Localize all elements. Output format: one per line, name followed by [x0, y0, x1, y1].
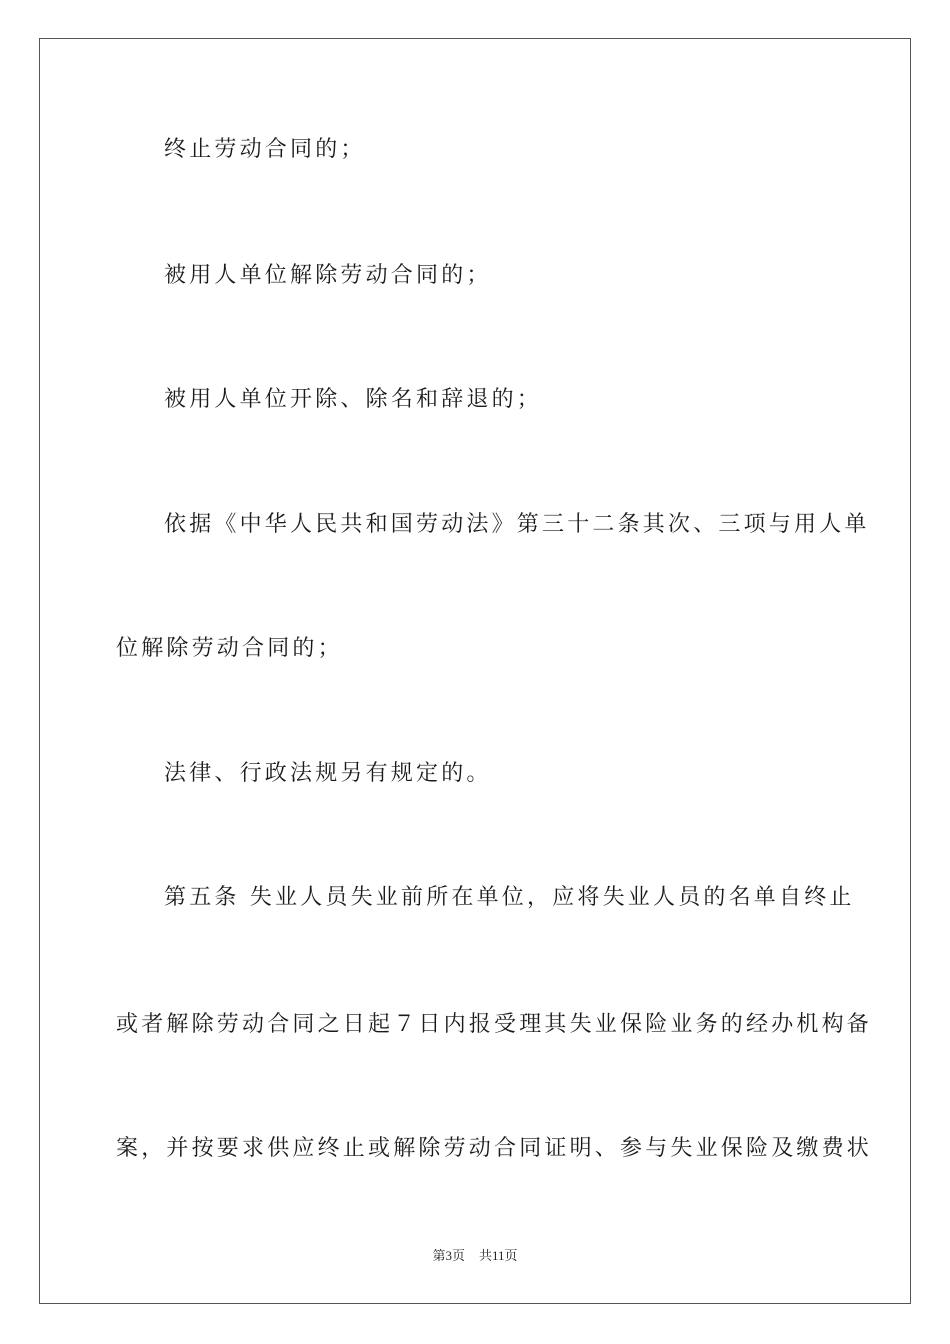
paragraph-line-6: 法律、行政法规另有规定的。	[164, 761, 492, 786]
page-total: 共11页	[478, 1248, 518, 1263]
paragraph-line-5: 位解除劳动合同的；	[116, 636, 343, 661]
paragraph-line-2: 被用人单位解除劳动合同的；	[164, 263, 492, 288]
paragraph-line-7: 第五条 失业人员失业前所在单位，应将失业人员的名单自终止	[164, 885, 855, 910]
paragraph-line-4: 依据《中华人民共和国劳动法》第三十二条其次、三项与用人单	[164, 512, 870, 537]
page-footer	[0, 1247, 950, 1265]
page-border	[39, 38, 911, 1304]
paragraph-line-1: 终止劳动合同的；	[164, 137, 366, 162]
page-number: 第3页	[432, 1248, 465, 1263]
paragraph-line-9: 案，并按要求供应终止或解除劳动合同证明、参与失业保险及缴费状	[116, 1136, 873, 1161]
paragraph-line-8: 或者解除劳动合同之日起７日内报受理其失业保险业务的经办机构备	[116, 1012, 873, 1037]
paragraph-line-3: 被用人单位开除、除名和辞退的；	[164, 387, 543, 412]
